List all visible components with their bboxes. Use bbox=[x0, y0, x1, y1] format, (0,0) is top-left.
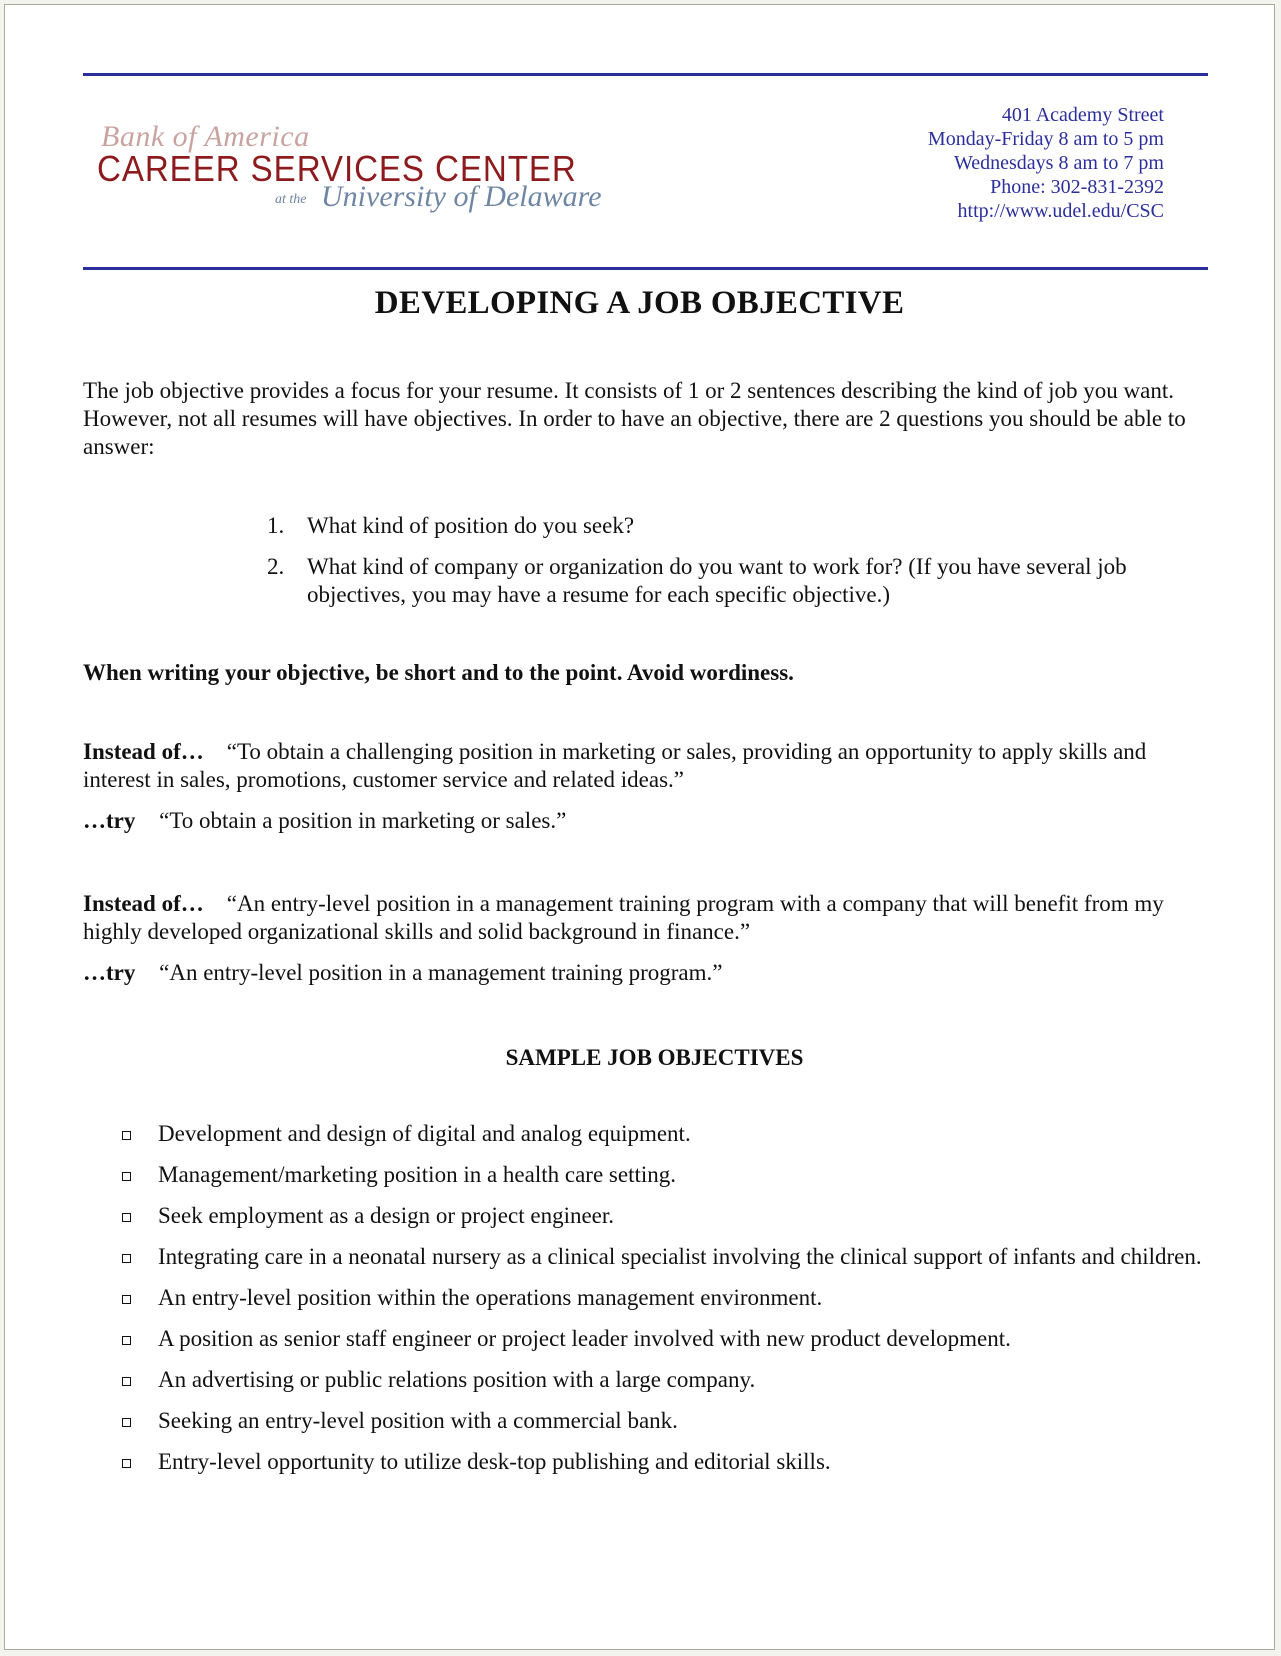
samples-heading: SAMPLE JOB OBJECTIVES bbox=[505, 1045, 804, 1070]
list-item bbox=[119, 1161, 1219, 1189]
list-item-text: Development and design of digital and analog equipment. bbox=[158, 1121, 691, 1146]
contact-hours-weekday: Monday-Friday 8 am to 5 pm bbox=[927, 128, 1164, 150]
try-text: “To obtain a position in marketing or sales.” bbox=[159, 808, 567, 833]
checkbox-bullet-icon bbox=[122, 1172, 131, 1181]
list-item bbox=[119, 1120, 1219, 1148]
list-item bbox=[267, 553, 1217, 609]
example-block bbox=[83, 738, 1218, 835]
instead-label: Instead of… bbox=[83, 739, 204, 764]
contact-info bbox=[928, 103, 1164, 223]
list-number: 1. bbox=[267, 513, 285, 538]
checkbox-bullet-icon bbox=[122, 1377, 131, 1386]
page-title: DEVELOPING A JOB OBJECTIVE bbox=[374, 285, 905, 321]
contact-address: 401 Academy Street bbox=[1001, 104, 1164, 126]
logo-career-services-center: CAREER SERVICES CENTER bbox=[97, 148, 577, 189]
checkbox-bullet-icon bbox=[122, 1459, 131, 1468]
document-page bbox=[4, 4, 1275, 1650]
contact-url[interactable]: http://www.udel.edu/CSC bbox=[957, 200, 1164, 222]
career-services-logo bbox=[97, 120, 602, 230]
list-number: 2. bbox=[267, 554, 285, 579]
list-item-text: Seek employment as a design or project engineer. bbox=[158, 1203, 615, 1228]
contact-hours-wednesday: Wednesdays 8 am to 7 pm bbox=[953, 152, 1164, 174]
header-top-rule bbox=[83, 73, 1208, 76]
list-item bbox=[267, 512, 1217, 540]
instead-label: Instead of… bbox=[83, 891, 204, 916]
list-item-text: A position as senior staff engineer or project leader involved with new product development. bbox=[158, 1326, 1011, 1351]
list-item bbox=[119, 1325, 1219, 1353]
instead-text: “An entry-level position in a management training program with a company that will benefit from my highly developed organizational skills and solid background in finance.” bbox=[83, 891, 1164, 944]
list-item bbox=[119, 1284, 1219, 1312]
try-line bbox=[83, 807, 1218, 835]
try-text: “An entry-level position in a management training program.” bbox=[159, 960, 723, 985]
try-label: …try bbox=[83, 960, 136, 985]
advice-heading: When writing your objective, be short and to the point. Avoid wordiness. bbox=[83, 660, 794, 685]
list-item-text: Seeking an entry-level position with a commercial bank. bbox=[158, 1408, 678, 1433]
example-block bbox=[83, 890, 1218, 987]
instead-text: “To obtain a challenging position in marketing or sales, providing an opportunity to apply skills and interest in sales, promotions, customer service and related ideas.” bbox=[83, 739, 1147, 792]
list-item-text: Integrating care in a neonatal nursery as a clinical specialist involving the clinical support of infants and children. bbox=[158, 1244, 1202, 1269]
checkbox-bullet-icon bbox=[122, 1254, 131, 1263]
checkbox-bullet-icon bbox=[122, 1131, 131, 1140]
checkbox-bullet-icon bbox=[122, 1213, 131, 1222]
questions-list bbox=[267, 512, 1217, 622]
logo-university-of-delaware: University of Delaware bbox=[321, 180, 602, 213]
list-item bbox=[119, 1448, 1219, 1476]
try-line bbox=[83, 959, 1218, 987]
logo-bank-of-america: Bank of America bbox=[101, 120, 310, 153]
instead-line bbox=[83, 738, 1218, 794]
sample-objectives-list bbox=[119, 1120, 1219, 1489]
list-item-text: What kind of company or organization do you want to work for? (If you have several job objectives, you may have a resume for each specific objective.) bbox=[307, 554, 1127, 607]
header-bottom-rule bbox=[83, 267, 1208, 270]
list-item-text: What kind of position do you seek? bbox=[307, 513, 635, 538]
checkbox-bullet-icon bbox=[122, 1336, 131, 1345]
checkbox-bullet-icon bbox=[122, 1418, 131, 1427]
list-item-text: An advertising or public relations position with a large company. bbox=[158, 1367, 756, 1392]
list-item-text: Management/marketing position in a health care setting. bbox=[158, 1162, 676, 1187]
list-item-text: Entry-level opportunity to utilize desk-top publishing and editorial skills. bbox=[158, 1449, 831, 1474]
list-item bbox=[119, 1243, 1219, 1271]
list-item bbox=[119, 1407, 1219, 1435]
try-label: …try bbox=[83, 808, 136, 833]
checkbox-bullet-icon bbox=[122, 1295, 131, 1304]
list-item bbox=[119, 1366, 1219, 1394]
list-item-text: An entry-level position within the operations management environment. bbox=[158, 1285, 823, 1310]
logo-at-the: at the bbox=[275, 192, 307, 207]
instead-line bbox=[83, 890, 1218, 946]
list-item bbox=[119, 1202, 1219, 1230]
intro-paragraph: The job objective provides a focus for your resume. It consists of 1 or 2 sentences describing the kind of job you want. However, not all resumes will have objectives. In order to have an objective, there are 2 questions you should be able to answer: bbox=[83, 378, 1186, 459]
contact-phone: Phone: 302-831-2392 bbox=[990, 176, 1164, 198]
